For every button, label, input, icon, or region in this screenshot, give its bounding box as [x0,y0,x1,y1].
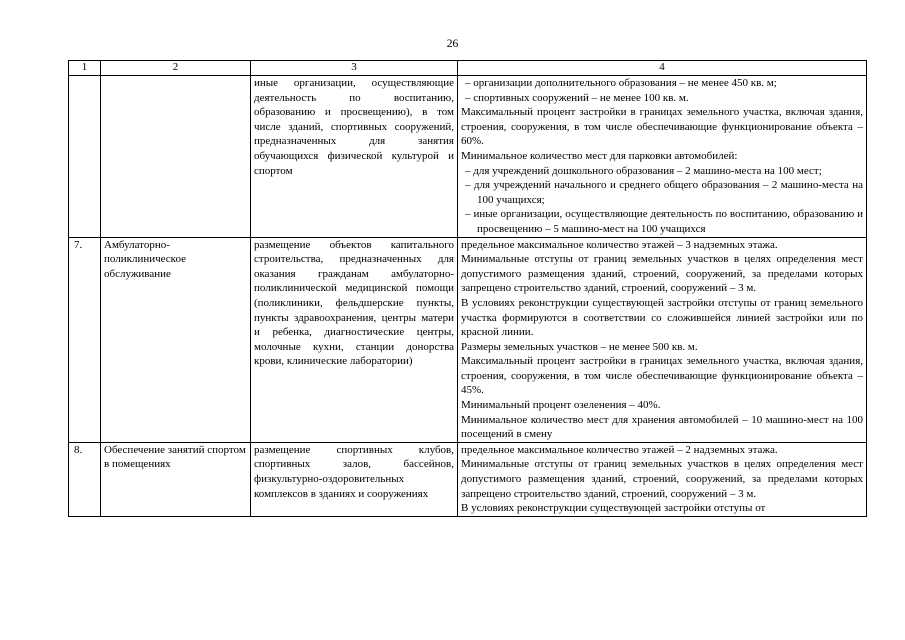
row-params [458,442,867,516]
row-name: Обеспечение занятий спортом в помещениях [101,442,251,516]
param-line: Минимальный процент озеленения – 40%. [461,399,661,412]
row-params [458,237,867,442]
row-name: Амбулаторно-поликлиническое обслуживание [101,237,251,442]
table-row [69,237,867,442]
row-description: размещение объектов капитального строительства, предназначенных для оказания гражданам амбулаторно-поликлинической медицинской помощи (поликлиники, фельдшерские пункты, пункты здравоохранения, центры матери и ребенка, диагностические центры, молочные кухни, станции донорства крови, клинические лаборатории) [251,237,458,442]
row-number: 7. [69,237,101,442]
param-line: Минимальное количество мест для парковки автомобилей: [461,149,738,162]
regulations-table [68,60,867,517]
param-line: – спортивных сооружений – не менее 100 кв. м. [465,91,689,104]
param-line: В условиях реконструкции существующей застройки отступы от [461,502,766,515]
row-number: 8. [69,442,101,516]
param-line: В условиях реконструкции существующей застройки отступы от границ земельного участка формируются в соответствии со сложившейся линией застройки или по красной линии. [461,296,863,339]
param-line: Размеры земельных участков – не менее 500 кв. м. [461,340,698,353]
param-line: Минимальные отступы от границ земельных участков в целях определения мест допустимого размещения зданий, строений, сооружений, за пределами которых запрещено строительство зданий, строений, сооружений – 3 м. [461,253,863,295]
param-line: Максимальный процент застройки в границах земельного участка, включая здания, строения, сооружения, в том числе обеспечивающие функционирование объекта – 45%. [461,355,863,397]
param-line: – для учреждений дошкольного образования – 2 машино-места на 100 мест; [465,164,822,177]
header-cell: 4 [458,61,867,76]
param-line: Максимальный процент застройки в границах земельного участка, включая здания, строения, сооружения, в том числе обеспечивающие функционирование объекта – 60%. [461,106,863,148]
page-number: 26 [446,38,459,50]
row-number [69,76,101,238]
param-line: – для учреждений начального и среднего общего образования – 2 машино-места на 100 учащихся; [465,179,863,206]
param-line: предельное максимальное количество этажей – 2 надземных этажа. [461,443,778,456]
header-cell: 2 [101,61,251,76]
param-line: Минимальные отступы от границ земельных участков в целях определения мест допустимого размещения зданий, строений, сооружений, за пределами которых запрещено строительство зданий, строений, сооружений – 3 м. [461,458,863,500]
row-name [101,76,251,238]
param-line: предельное максимальное количество этажей – 3 надземных этажа. [461,238,778,251]
table-row [69,442,867,516]
table-row [69,76,867,238]
header-cell: 1 [69,61,101,76]
param-line: Минимальное количество мест для хранения автомобилей – 10 машино-мест на 100 посещений в смену [461,413,863,441]
param-line: – организации дополнительного образования – не менее 450 кв. м; [465,77,777,89]
param-line: – иные организации, осуществляющие деятельность по воспитанию, образованию и просвещению – 5 машино-мест на 100 учащихся [465,208,863,235]
row-params [458,76,867,238]
row-description: иные организации, осуществляющие деятельность по воспитанию, образованию и просвещению), в том числе зданий, спортивных сооружений, предназначенных для занятия обучающихся физической культурой и спортом [251,76,458,238]
header-cell: 3 [251,61,458,76]
row-description: размещение спортивных клубов, спортивных залов, бассейнов, физкультурно-оздоровительных комплексов в зданиях и сооружениях [251,442,458,516]
table-header-row [69,61,867,76]
